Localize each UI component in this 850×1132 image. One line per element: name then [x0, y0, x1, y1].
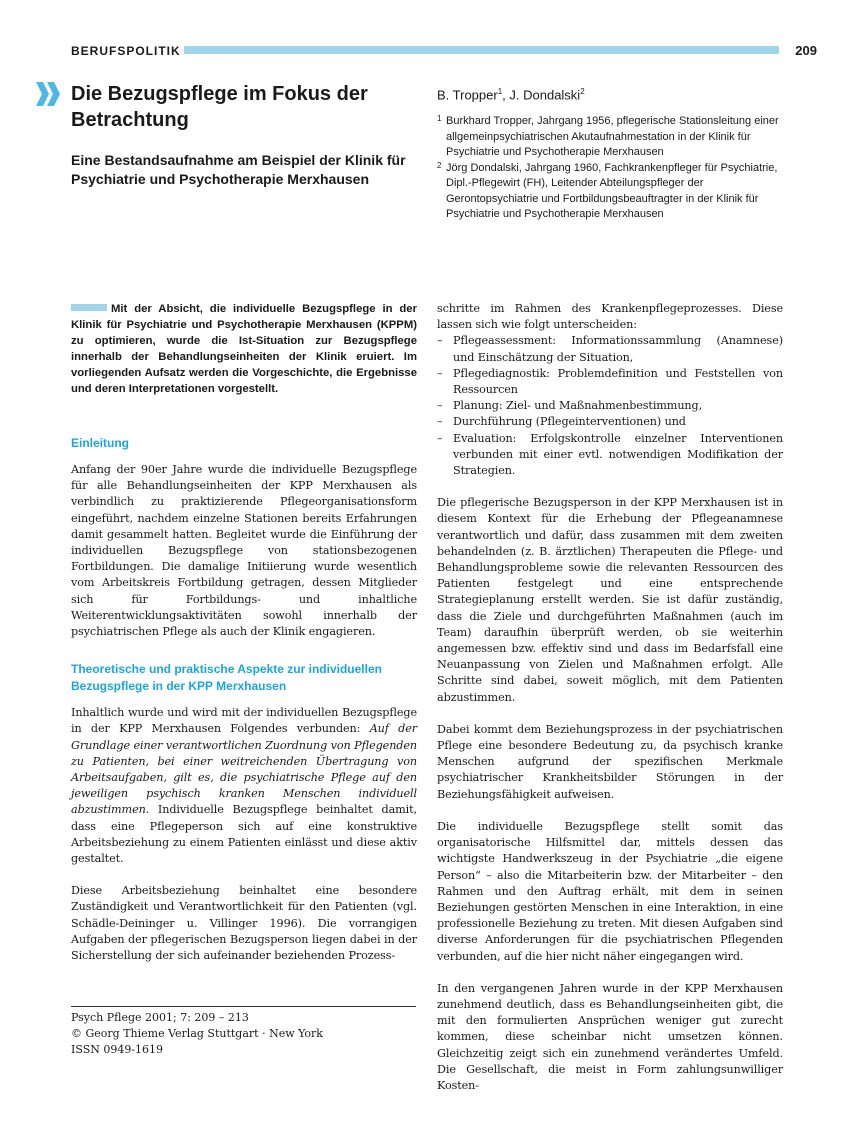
paragraph: Anfang der 90er Jahre wurde die individuelle Bezugspflege für alle Behandlungseinheiten der KPP Merxhausen als verbindlich zu praktizierende Pflegeorganisationsform eingeführt, nachdem einzelne Stationen bereits Erfahrungen damit gesammelt hatten. Begleitet wurde die Einführung der individuellen Bezugspflege von stationsbezogenen Fortbildungen. Die damalige Initiierung wurde wesentlich vom Arbeitskreis Fortbildung getragen, dessen Mitglieder sich für Fortbildungs- und inhaltliche Weiterentwicklungsaktivitäten sowohl innerhalb der psychiatrischen Pflege als auch der Klinik engagieren. [71, 463, 417, 639]
affiliation-number: 2 [437, 160, 442, 170]
publisher-line: © Georg Thieme Verlag Stuttgart · New York [71, 1027, 323, 1040]
left-column [71, 301, 417, 964]
list-item [437, 414, 783, 430]
author-affiliations [437, 114, 787, 223]
list-item-text: Durchführung (Pflegeinterventionen) und [453, 415, 686, 429]
list-item-text: Pflegediagnostik: Problemdefinition und Feststellen von Ressourcen [453, 366, 783, 397]
publication-info [71, 1010, 323, 1058]
author-name: B. Tropper [437, 87, 498, 103]
journal-citation: Psych Pflege 2001; 7: 209 – 213 [71, 1011, 249, 1024]
list-item [437, 398, 783, 414]
list-dash: – [437, 431, 443, 445]
author-footnote-marker: 1 [497, 87, 503, 96]
paragraph [71, 705, 417, 867]
abstract-text: Mit der Absicht, die individuelle Bezugspflege in der Klinik für Psychiatrie und Psychotherapie Merxhausen (KPPM) zu optimieren, wurde die Ist-Situation zur Bezugspflege innerhalb der Behandlungseinheiten der Klinik eruiert. Im vorliegenden Aufsatz werden die Vorgeschichte, die Ergebnisse und deren Interpretationen vorgestellt. [71, 303, 417, 395]
section-heading-introduction: Einleitung [71, 436, 129, 450]
list-dash: – [437, 399, 443, 413]
paragraph-text: Individuelle Bezugspflege beinhaltet damit, dass eine Pflegeperson sich auf eine konstruktive Arbeitsbeziehung zu einem Patienten einlässt und diese aktiv gestaltet. [71, 803, 417, 866]
paragraph-text: Inhaltlich wurde und wird mit der individuellen Bezugspflege in der KPP Merxhausen Folgendes verbunden: [71, 706, 417, 736]
list-item-text: Pflegeassessment: Informationssammlung (Anamnese) und Einschätzung der Situation, [453, 334, 783, 364]
list-item-text: Evaluation: Erfolgskontrolle einzelner Interventionen verbunden mit einer evtl. notwendigen Modifikation der Strategien. [453, 431, 783, 478]
issn-line: ISSN 0949-1619 [71, 1043, 164, 1056]
paragraph-emphasis: Auf der Grundlage einer verantwortlichen Zuordnung von Pflegenden zu Patienten, bei einer weitreichenden Übertragung von Arbeitsaufgaben, gilt es, die psychiatrische Pflege auf den jeweiligen psychisch kranken Menschen individuell abzustimmen. [71, 722, 417, 817]
author-name: J. Dondalski [509, 87, 581, 103]
right-column [437, 301, 783, 1094]
paragraph: Die pflegerische Bezugsperson in der KPP Merxhausen ist in diesem Kontext für die Erhebung der Pflegeanamnese verantwortlich und dafür, dass zusammen mit dem zweiten behandelnden (z. B. ärztlichen) Therapeuten die Pflege- und Behandlungsprobleme sowie die relevanten Ressourcen des Patienten festgelegt und eine entsprechende Strategieplanung erstellt werden. Sie ist dafür zuständig, dass die Ziele und durchgeführten Maßnahmen (auch im Team) daraufhin überprüft werden, ob sie weiterhin angemessen bzw. effektiv sind und dass im Bedarfsfall eine Neuanpassung von Zielen und Maßnahmen erfolgt. Alle Schritte sind dabei, soweit möglich, mit dem Patienten abzustimmen. [437, 496, 783, 704]
paragraph: Dabei kommt dem Beziehungsprozess in der psychiatrischen Pflege eine besondere Bedeutung zu, da psychisch kranke Menschen aufgrund der spezifischen Merkmale psychiatrischer Krankheitsbilder Störungen in der Beziehungsfähigkeit aufweisen. [437, 722, 783, 801]
running-head-section: BERUFSPOLITIK [71, 44, 181, 58]
paragraph: Die individuelle Bezugspflege stellt somit das organisatorische Hilfsmittel dar, mittels dessen das wichtigste Handwerkszeug in der Psychiatrie „die eigene Person“ – also die Mitarbeiterin bzw. der Mitarbeiter – den Rahmen und den Auftrag erhält, mit dem in seinen Beziehungen gestörten Menschen in eine Interaktion, in eine professionelle Beziehung zu treten. Mit diesen Aufgaben sind diverse Anforderungen für die psychiatrischen Pflegenden verbunden, auf die hier nicht näher eingegangen wird. [437, 819, 783, 963]
page-number: 209 [795, 43, 817, 58]
paragraph: schritte im Rahmen des Krankenpflegeprozesses. Diese lassen sich wie folgt unterscheiden: [437, 302, 783, 332]
process-steps-list [437, 333, 783, 479]
list-item-text: Planung: Ziel- und Maßnahmenbestimmung, [453, 399, 703, 413]
paragraph: In den vergangenen Jahren wurde in der KPP Merxhausen zunehmend deutlich, dass es Behandlungseinheiten gibt, die mit den formulierten Ansprüchen weniger gut zurecht kommen, diese scheinbar nicht umsetzen können. Gleichzeitig zeigt sich ein zunehmend verändertes Umfeld. Die Gesellschaft, die meist in Form zahlungsunwilliger Kosten- [437, 981, 783, 1092]
author-line [437, 87, 585, 102]
list-item [437, 431, 783, 480]
list-item [437, 366, 783, 398]
article-subtitle: Eine Bestandsaufnahme am Beispiel der Klinik für Psychiatrie und Psychotherapie Merxhausen [71, 152, 406, 187]
footer-divider [71, 1006, 416, 1007]
list-dash: – [437, 334, 443, 348]
affiliation-item [437, 114, 787, 161]
affiliation-text: Burkhard Tropper, Jahrgang 1956, pflegerische Stationsleitung einer allgemeinpsychiatrischen Akutaufnahmestation in der Klinik für Psychiatrie und Psychotherapie Merxhausen [446, 115, 779, 158]
affiliation-text: Jörg Dondalski, Jahrgang 1960, Fachkrankenpfleger für Psychiatrie, Dipl.-Pflegewirt (FH), Leitender Abteilungspfleger der Gerontopsychiatrie und Fortbildungsbeauftragter in der Klinik für Psychiatrie und Psychotherapie Merxhausen [446, 161, 778, 220]
list-item [437, 333, 783, 365]
author-footnote-marker: 2 [580, 87, 585, 96]
author-separator: , [502, 87, 510, 103]
header-decorative-bar [184, 46, 779, 54]
list-dash: – [437, 415, 443, 429]
affiliation-number: 1 [437, 114, 442, 123]
list-dash: – [437, 366, 443, 380]
section-heading-aspects: Theoretische und praktische Aspekte zur individuellen Bezugspflege in der KPP Merxhausen [71, 662, 382, 694]
abstract-marker-bar [71, 304, 107, 311]
article-title: Die Bezugspflege im Fokus der Betrachtung [71, 83, 368, 131]
abstract [71, 301, 417, 397]
double-chevron-icon [34, 80, 62, 108]
paragraph: Diese Arbeitsbeziehung beinhaltet eine besondere Zuständigkeit und Verantwortlichkeit für den Patienten (vgl. Schädle-Deininger u. Villinger 1996). Die vorrangigen Aufgaben der pflegerischen Bezugsperson liegen dabei in der Sicherstellung der sich aufeinander beziehenden Prozess- [71, 884, 417, 963]
affiliation-item [437, 161, 787, 223]
